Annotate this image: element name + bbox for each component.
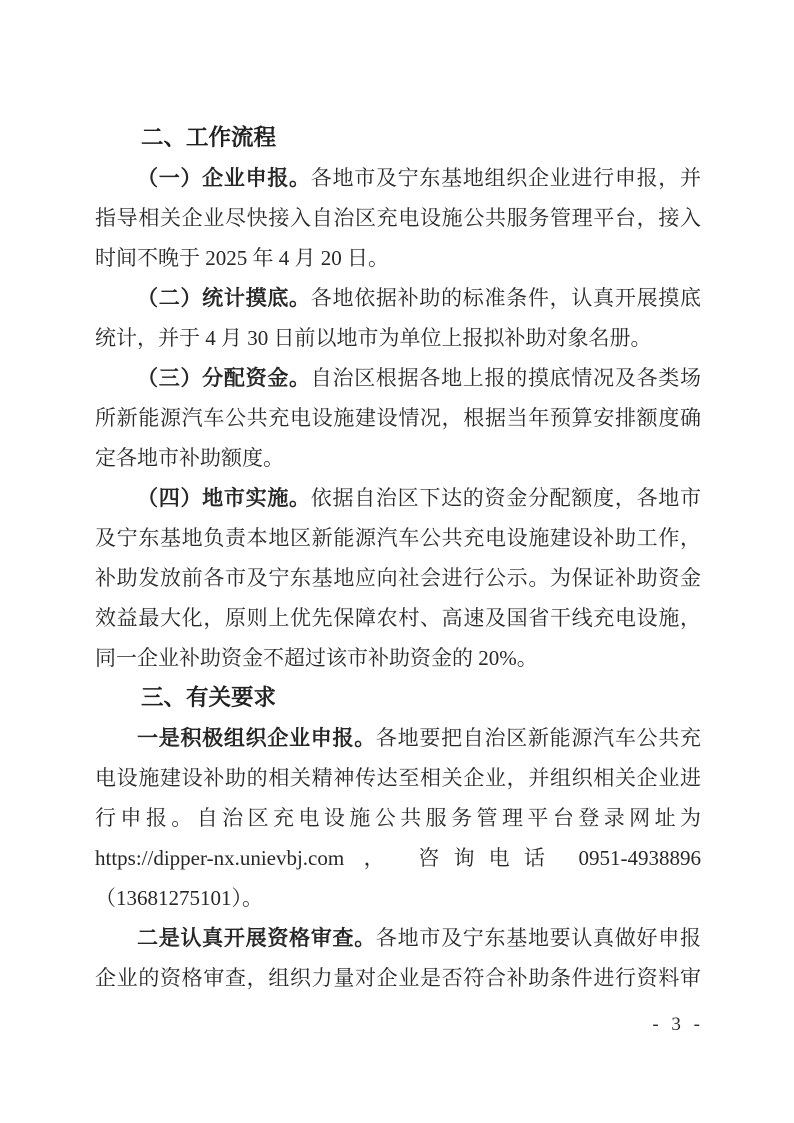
paragraph-lead: 二是认真开展资格审查。 xyxy=(137,926,376,950)
doc-line: 统计，并于 4 月 30 日前以地市为单位上报拟补助对象名册。 xyxy=(95,326,652,350)
platform-url-line: https://dipper-nx.unievbj.com ， 咨询电话 0951-4938896 xyxy=(95,846,701,870)
doc-line xyxy=(95,358,701,398)
document-body xyxy=(95,118,701,998)
doc-line: 同一企业补助资金不超过该市补助资金的 20%。 xyxy=(95,646,538,670)
doc-line: 指导相关企业尽快接入自治区充电设施公共服务管理平台，接入 xyxy=(95,206,701,230)
doc-line xyxy=(95,158,701,198)
paragraph-text: 各地要把自治区新能源汽车公共充 xyxy=(375,726,701,750)
paragraph-text: 各地市及宁东基地组织企业进行申报，并 xyxy=(310,166,701,190)
paragraph-lead: （二）统计摸底。 xyxy=(137,286,311,310)
page-number: - 3 - xyxy=(652,1014,700,1035)
doc-line: （13681275101）。 xyxy=(95,886,263,910)
doc-line xyxy=(95,918,701,958)
doc-line: 补助发放前各市及宁东基地应向社会进行公示。为保证补助资金 xyxy=(95,566,701,590)
doc-line xyxy=(95,718,701,758)
section-heading-workflow: 二、工作流程 xyxy=(141,125,277,150)
doc-line: 及宁东基地负责本地区新能源汽车公共充电设施建设补助工作， xyxy=(95,526,701,550)
doc-line: 定各地市补助额度。 xyxy=(95,446,284,470)
paragraph-text: 各地市及宁东基地要认真做好申报 xyxy=(375,926,701,950)
doc-line: 行申报。自治区充电设施公共服务管理平台登录网址为 xyxy=(95,806,701,830)
paragraph-lead: （一）企业申报。 xyxy=(137,166,311,190)
doc-line: 效益最大化，原则上优先保障农村、高速及国省干线充电设施， xyxy=(95,606,701,630)
doc-line: 时间不晚于 2025 年 4 月 20 日。 xyxy=(95,246,389,270)
paragraph-text: 自治区根据各地上报的摸底情况及各类场 xyxy=(310,366,701,390)
paragraph-text: 各地依据补助的标准条件，认真开展摸底 xyxy=(310,286,701,310)
doc-line: 所新能源汽车公共充电设施建设情况，根据当年预算安排额度确 xyxy=(95,406,701,430)
paragraph-lead: （四）地市实施。 xyxy=(137,486,311,510)
doc-line: 电设施建设补助的相关精神传达至相关企业，并组织相关企业进 xyxy=(95,766,701,790)
doc-line: 企业的资格审查，组织力量对企业是否符合补助条件进行资料审 xyxy=(95,966,701,990)
paragraph-lead: 一是积极组织企业申报。 xyxy=(137,726,376,750)
section-heading-requirements: 三、有关要求 xyxy=(141,685,277,710)
doc-line xyxy=(95,478,701,518)
doc-line xyxy=(95,278,701,318)
paragraph-lead: （三）分配资金。 xyxy=(137,366,311,390)
paragraph-text: 依据自治区下达的资金分配额度，各地市 xyxy=(310,486,701,510)
